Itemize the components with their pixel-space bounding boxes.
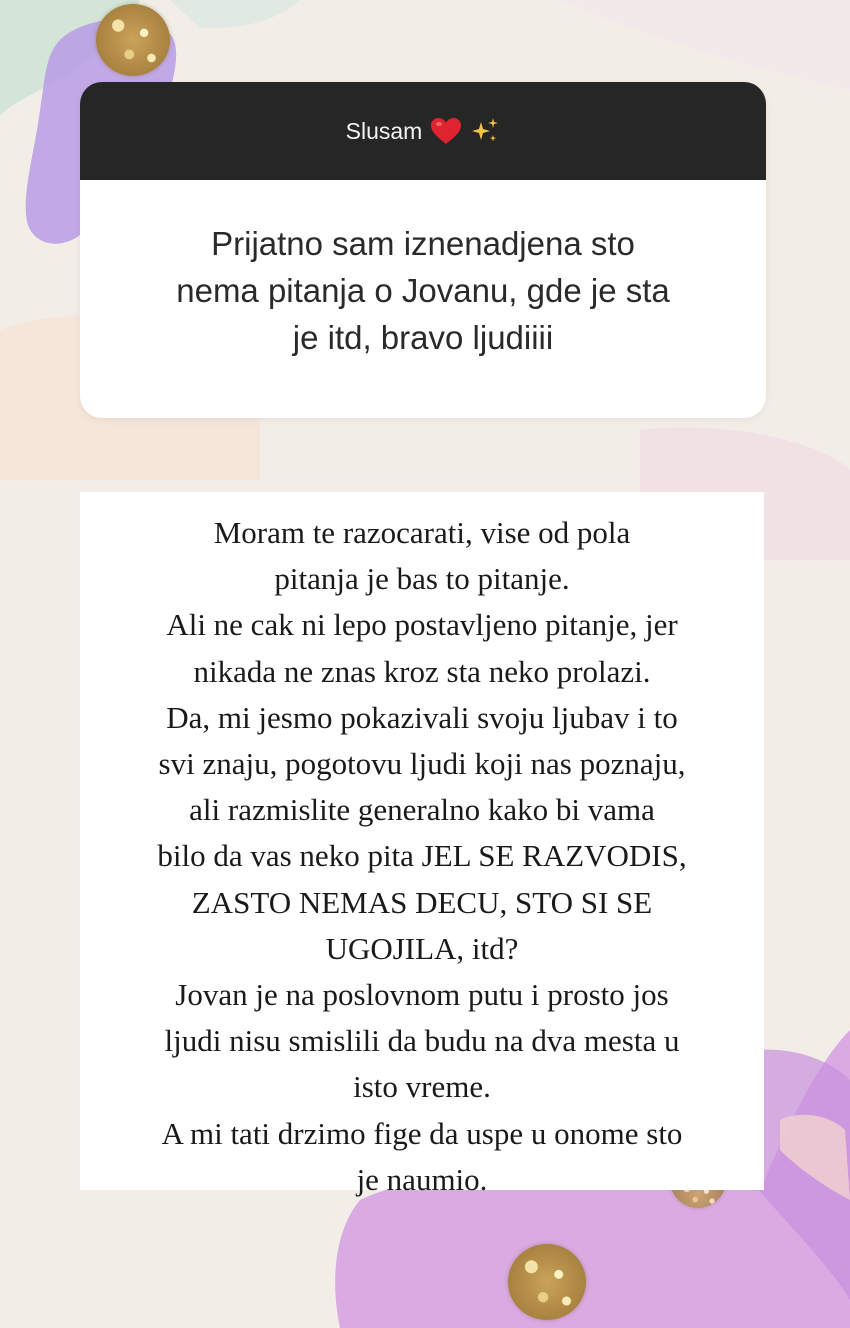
answer-line: ZASTO NEMAS DECU, STO SI SE — [191, 884, 653, 920]
answer-line: UGOJILA, itd? — [325, 930, 519, 966]
question-sticker-title: Slusam — [345, 117, 423, 144]
question-line: nema pitanja o Jovanu, gde je sta — [176, 272, 670, 309]
answer-line: Moram te razocarati, vise od pola — [213, 515, 631, 550]
glitter-dot-bottom — [508, 1244, 586, 1320]
answer-line: bilo da vas neko pita JEL SE RAZVODIS, — [157, 838, 687, 874]
answer-line: pitanja je bas to pitanje. — [274, 561, 570, 597]
answer-line: A mi tati drzimo fige da uspe u onome sto — [161, 1115, 683, 1151]
answer-line: ali razmislite generalno kako bi vama — [189, 792, 655, 828]
question-sticker-header — [80, 82, 766, 180]
sparkles-icon — [470, 116, 500, 146]
heart-icon — [430, 117, 462, 145]
answer-line: Jovan je na poslovnom putu i prosto jos — [175, 977, 669, 1013]
answer-line: nikada ne znas kroz sta neko prolazi. — [193, 653, 651, 689]
question-line: Prijatno sam iznenadjena sto — [211, 225, 635, 262]
answer-line: je naumio. — [356, 1161, 488, 1197]
glitter-dot-top — [96, 4, 170, 76]
question-line: je itd, bravo ljudiiii — [292, 319, 554, 356]
question-sticker — [80, 82, 766, 418]
answer-text — [80, 492, 764, 1203]
answer-line: isto vreme. — [353, 1069, 491, 1105]
answer-line: ljudi nisu smislili da budu na dva mesta u — [164, 1023, 680, 1059]
answer-line: svi znaju, pogotovu ljudi koji nas poznaju, — [158, 746, 686, 782]
answer-text-box — [80, 492, 764, 1197]
answer-line: Da, mi jesmo pokazivali svoju ljubav i to — [166, 699, 678, 735]
question-text — [80, 180, 766, 361]
answer-line: Ali ne cak ni lepo postavljeno pitanje, jer — [166, 607, 678, 643]
